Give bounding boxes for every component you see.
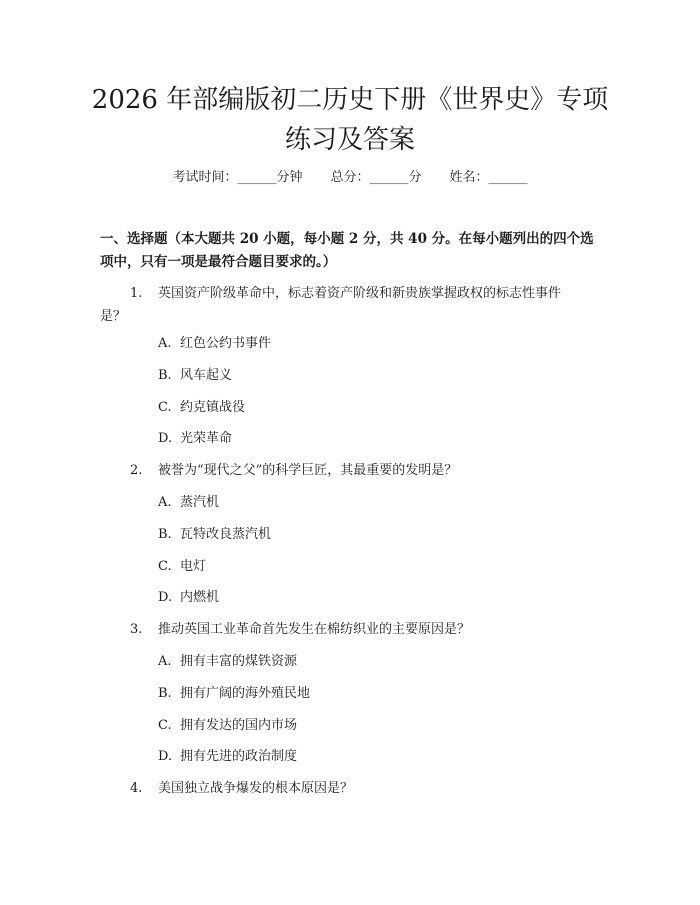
question-text: 被誉为“现代之父”的科学巨匠，其最重要的发明是？ bbox=[158, 463, 458, 478]
option-letter: C. bbox=[158, 718, 172, 733]
question-number: 1. bbox=[130, 286, 143, 301]
question-1-option-a[interactable] bbox=[158, 334, 271, 354]
document-title-line-2: 练习及答案 bbox=[284, 125, 415, 155]
option-text: 瓦特改良蒸汽机 bbox=[180, 527, 272, 542]
option-text: 红色公约书事件 bbox=[180, 336, 272, 351]
option-text: 内燃机 bbox=[180, 590, 220, 605]
question-text-continued: 是？ bbox=[100, 309, 127, 324]
time-unit: 分钟 bbox=[276, 170, 303, 185]
question-2-option-d[interactable] bbox=[158, 588, 219, 608]
section-heading-line-1: 一、选择题（本大题共 20 小题，每小题 2 分，共 40 分。在每小题列出的四个选 bbox=[100, 231, 594, 247]
option-letter: C. bbox=[158, 400, 172, 415]
question-3-option-a[interactable] bbox=[158, 652, 297, 672]
question-1-option-d[interactable] bbox=[158, 429, 232, 449]
question-2-option-a[interactable] bbox=[158, 493, 219, 513]
option-letter: B. bbox=[158, 686, 172, 701]
option-text: 拥有广阔的海外殖民地 bbox=[180, 686, 311, 701]
option-text: 拥有先进的政治制度 bbox=[180, 749, 298, 764]
question-1 bbox=[100, 282, 600, 328]
section-heading bbox=[100, 228, 620, 274]
question-4 bbox=[100, 777, 600, 800]
option-letter: A. bbox=[158, 654, 172, 669]
name-label: 姓名： bbox=[449, 170, 489, 185]
option-text: 蒸汽机 bbox=[180, 495, 220, 510]
question-3-option-b[interactable] bbox=[158, 684, 310, 704]
time-blank: ______ bbox=[237, 170, 277, 185]
option-letter: D. bbox=[158, 431, 173, 446]
option-text: 风车起义 bbox=[180, 368, 233, 383]
question-number: 2. bbox=[130, 463, 143, 478]
score-label: 总分： bbox=[330, 170, 370, 185]
score-blank: ______ bbox=[369, 170, 409, 185]
exam-meta bbox=[0, 168, 700, 188]
question-text: 推动英国工业革命首先发生在棉纺织业的主要原因是？ bbox=[158, 622, 471, 637]
option-text: 拥有发达的国内市场 bbox=[180, 718, 298, 733]
question-text: 英国资产阶级革命中，标志着资产阶级和新贵族掌握政权的标志性事件 bbox=[158, 286, 562, 301]
option-text: 光荣革命 bbox=[180, 431, 233, 446]
question-2-option-c[interactable] bbox=[158, 557, 206, 577]
option-letter: A. bbox=[158, 495, 172, 510]
option-text: 约克镇战役 bbox=[180, 400, 246, 415]
section-heading-line-2: 项中，只有一项是最符合题目要求的。） bbox=[100, 254, 337, 270]
option-letter: C. bbox=[158, 559, 172, 574]
name-blank: ______ bbox=[488, 170, 528, 185]
option-text: 电灯 bbox=[180, 559, 207, 574]
option-letter: B. bbox=[158, 368, 172, 383]
option-letter: A. bbox=[158, 336, 172, 351]
question-number: 3. bbox=[130, 622, 143, 637]
question-text: 美国独立战争爆发的根本原因是？ bbox=[158, 781, 354, 796]
option-letter: B. bbox=[158, 527, 172, 542]
option-letter: D. bbox=[158, 590, 173, 605]
option-text: 拥有丰富的煤铁资源 bbox=[180, 654, 298, 669]
option-letter: D. bbox=[158, 749, 173, 764]
question-2-option-b[interactable] bbox=[158, 525, 271, 545]
question-number: 4. bbox=[130, 781, 143, 796]
document-title-line-1: 2026 年部编版初二历史下册《世界史》专项 bbox=[91, 85, 609, 115]
score-unit: 分 bbox=[408, 170, 422, 185]
question-1-option-c[interactable] bbox=[158, 398, 245, 418]
question-3 bbox=[100, 618, 600, 641]
question-3-option-c[interactable] bbox=[158, 716, 297, 736]
question-1-option-b[interactable] bbox=[158, 366, 232, 386]
question-2 bbox=[100, 459, 600, 482]
question-3-option-d[interactable] bbox=[158, 747, 297, 767]
time-label: 考试时间： bbox=[172, 170, 238, 185]
